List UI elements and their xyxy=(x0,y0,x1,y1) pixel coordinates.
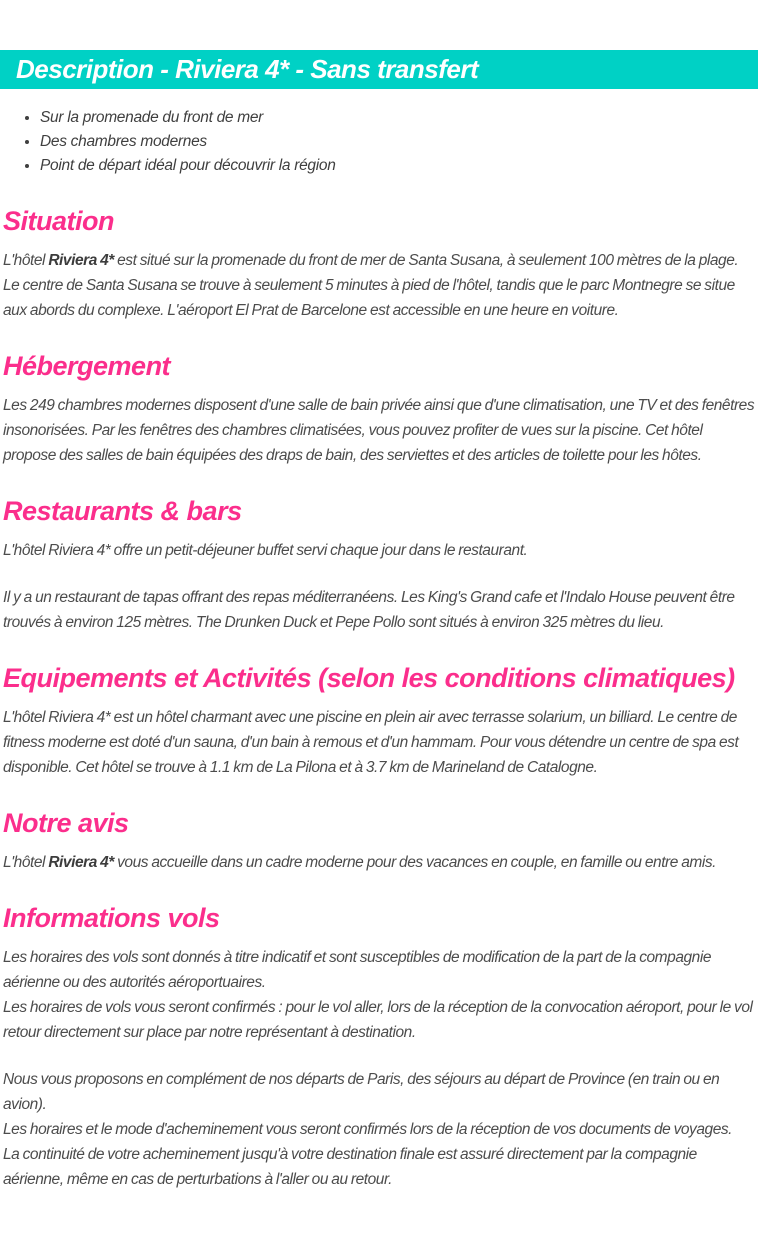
section-hebergement xyxy=(3,351,755,468)
bold-text-run: Riviera 4* xyxy=(48,854,114,871)
description-sections xyxy=(0,206,758,1192)
paragraph xyxy=(3,1067,755,1192)
section-equipements-activites xyxy=(3,663,755,780)
paragraph xyxy=(3,393,755,468)
highlight-item: • Point de départ idéal pour découvrir la région xyxy=(40,154,758,178)
text-run: L'hôtel xyxy=(3,854,49,871)
bold-text-run: Riviera 4* xyxy=(48,252,114,269)
section-heading: Equipements et Activités (selon les conditions climatiques) xyxy=(3,663,735,693)
section-notre-avis xyxy=(3,808,755,875)
paragraph-line: Les horaires de vols vous seront confirmés : pour le vol aller, lors de la réception de la convocation aéroport, pour le vol retour directement sur place par notre représentant à destination. xyxy=(3,999,753,1041)
highlight-item: • Des chambres modernes xyxy=(40,130,758,154)
paragraph-line: Nous vous proposons en complément de nos départs de Paris, des séjours au départ de Province (en train ou en avion). xyxy=(3,1071,720,1113)
text-run: L'hôtel Riviera 4* offre un petit-déjeuner buffet servi chaque jour dans le restaurant. xyxy=(3,542,528,559)
text-run: vous accueille dans un cadre moderne pour des vacances en couple, en famille ou entre amis. xyxy=(113,854,716,871)
paragraph-line: La continuité de votre acheminement jusqu'à votre destination finale est assuré directement par la compagnie aérienne, même en cas de perturbations à l'aller ou au retour. xyxy=(3,1146,697,1188)
section-heading: Notre avis xyxy=(3,808,129,838)
section-heading: Restaurants & bars xyxy=(3,496,242,526)
page xyxy=(0,50,758,1241)
section-heading: Informations vols xyxy=(3,903,220,933)
paragraph-line: Les horaires et le mode d'acheminement vous seront confirmés lors de la réception de vos documents de voyages. xyxy=(3,1121,733,1138)
paragraph xyxy=(3,705,755,780)
banner-title: Description - Riviera 4* - Sans transfert xyxy=(16,54,479,84)
text-run: L'hôtel Riviera 4* est un hôtel charmant avec une piscine en plein air avec terrasse solarium, un billiard. Le centre de fitness moderne est doté d'un sauna, d'un bain à remous et d'un hammam. Pour vous détendre un centre de spa est disponible. Cet hôtel se trouve à 1.1 km de La Pilona et à 3.7 km de Marineland de Catalogne. xyxy=(3,709,739,776)
paragraph-line: Les horaires des vols sont donnés à titre indicatif et sont susceptibles de modification de la part de la compagnie aérienne ou des autorités aéroportuaires. xyxy=(3,949,711,991)
section-informations-vols xyxy=(3,903,755,1192)
highlights-list xyxy=(0,106,758,178)
text-run: est situé sur la promenade du front de mer de Santa Susana, à seulement 100 mètres de la plage. Le centre de Santa Susana se trouve à seulement 5 minutes à pied de l'hôtel, tandis que le parc Montnegre se situe aux abords du complexe. L'aéroport El Prat de Barcelone est accessible en une heure en voiture. xyxy=(3,252,739,319)
description-banner xyxy=(0,50,758,89)
paragraph xyxy=(3,248,755,323)
section-situation xyxy=(3,206,755,323)
paragraph xyxy=(3,945,755,1045)
highlight-item: • Sur la promenade du front de mer xyxy=(40,106,758,130)
paragraph xyxy=(3,850,755,875)
text-run: Il y a un restaurant de tapas offrant des repas méditerranéens. Les King's Grand cafe et l'Indalo House peuvent être trouvés à environ 125 mètres. The Drunken Duck et Pepe Pollo sont situés à environ 325 mètres du lieu. xyxy=(3,589,735,631)
section-heading: Hébergement xyxy=(3,351,171,381)
paragraph xyxy=(3,585,755,635)
text-run: Les 249 chambres modernes disposent d'une salle de bain privée ainsi que d'une climatisation, une TV et des fenêtres insonorisées. Par les fenêtres des chambres climatisées, vous pouvez profiter de vues sur la piscine. Cet hôtel propose des salles de bain équipées des draps de bain, des serviettes et des articles de toilette pour les hôtes. xyxy=(3,397,755,464)
paragraph xyxy=(3,538,755,563)
text-run: L'hôtel xyxy=(3,252,49,269)
section-restaurants-bars xyxy=(3,496,755,635)
section-heading: Situation xyxy=(3,206,114,236)
